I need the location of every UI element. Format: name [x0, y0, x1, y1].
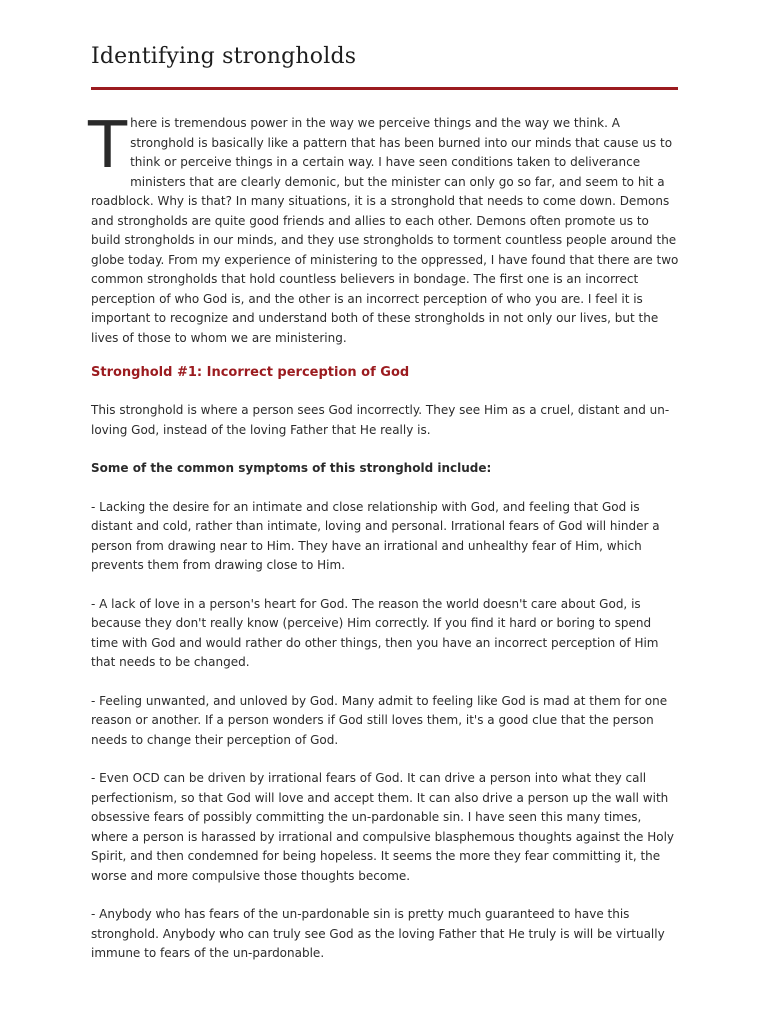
intro-text: here is tremendous power in the way we perceive things and the way we think. A stronghold is basically like a pattern that has been burned into our minds that cause us to think or perceive things in a certain way. I have seen conditions taken to deliverance ministers that are clearly demonic, but the minister can only go so far, and seem to hit a roadblock. Why is that? In many situations, it is a stronghold that needs to come down. Demons and strongholds are quite good friends and allies to each other. Demons often promote us to build strongholds in our minds, and they use strongholds to torment countless people around the globe today. From my experience of ministering to the oppressed, I have found that there are two common strongholds that hold countless believers in bondage. The first one is an incorrect perception of who God is, and the other is an incorrect perception of who you are. I feel it is important to recognize and understand both of these strongholds in not only our lives, but the lives of those to whom we are ministering.: [91, 116, 679, 345]
symptom-item-3: - Feeling unwanted, and unloved by God. Many admit to feeling like God is mad at them for one reason or another. If a person wonders if God still loves them, it's a good clue that the person needs to change their perception of God.: [91, 693, 668, 747]
title-divider: [91, 87, 678, 90]
page-title: Identifying strongholds: [91, 44, 357, 69]
drop-cap: T: [88, 109, 128, 183]
symptom-item-1: - Lacking the desire for an intimate and close relationship with God, and feeling that God is distant and cold, rather than intimate, loving and personal. Irrational fears of God will hinder a person from drawing near to Him. They have an irrational and unhealthy fear of Him, which prevents them from drawing close to Him.: [91, 499, 660, 572]
symptoms-heading: Some of the common symptoms of this stronghold include:: [91, 461, 492, 475]
symptom-item-4: - Even OCD can be driven by irrational fears of God. It can drive a person into what they call perfectionism, so that God will love and accept them. It can also drive a person up the wall with obsessive fears of possibly committing the un-pardonable sin. I have seen this many times, where a person is harassed by irrational and compulsive blasphemous thoughts against the Holy Spirit, and then condemned for being hopeless. It seems the more they fear committing it, the worse and more compulsive those thoughts become.: [91, 771, 675, 883]
symptom-item-5: - Anybody who has fears of the un-pardonable sin is pretty much guaranteed to have this stronghold. Anybody who can truly see God as the loving Father that He truly is will be virtually immune to fears of the un-pardonable.: [91, 907, 665, 960]
symptom-item-2: - A lack of love in a person's heart for God. The reason the world doesn't care about God, is because they don't really know (perceive) Him correctly. If you find it hard or boring to spend time with God and would rather do other things, then you have an incorrect perception of Him that needs to be changed.: [91, 596, 659, 669]
article-body: [88, 109, 680, 983]
section-heading: Stronghold #1: Incorrect perception of God: [91, 365, 410, 380]
section-description: This stronghold is where a person sees God incorrectly. They see Him as a cruel, distant and un-loving God, instead of the loving Father that He really is.: [91, 403, 670, 437]
intro-paragraph: [88, 109, 680, 348]
